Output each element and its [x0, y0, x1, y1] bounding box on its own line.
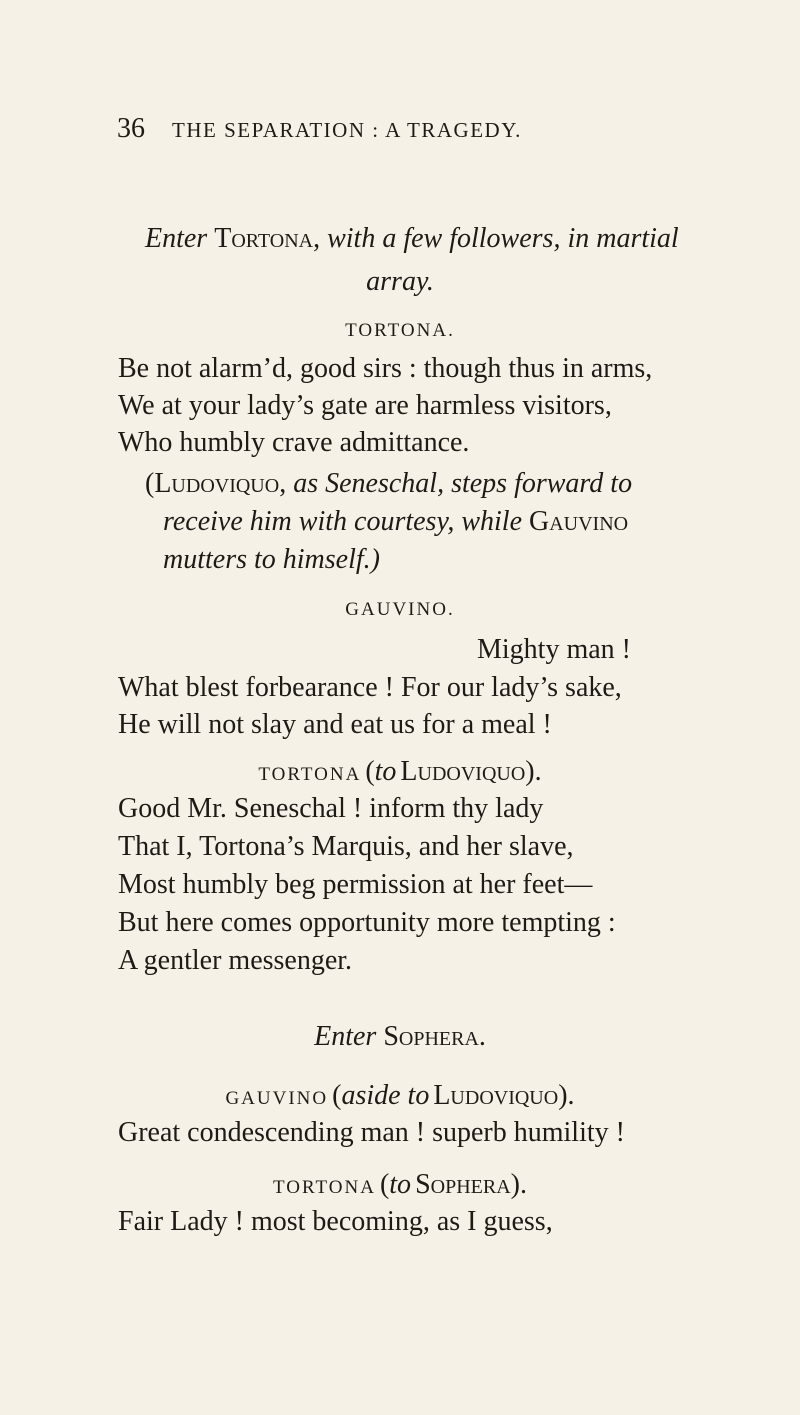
- verse-line: That I, Tortona’s Marquis, and her slave,: [118, 831, 574, 862]
- character-name: Sophera.: [383, 1021, 486, 1052]
- verse-line: Good Mr. Seneschal ! inform thy lady: [118, 793, 544, 824]
- stage-direction-line: [145, 468, 632, 500]
- character-name: Tortona,: [214, 223, 321, 254]
- direction-word: to: [374, 756, 397, 787]
- paren: (: [145, 468, 155, 499]
- character-name: Gauvino: [529, 506, 629, 537]
- paren: ).: [510, 1169, 527, 1200]
- enter-word: Enter: [145, 223, 208, 254]
- stage-direction-line: mutters to himself.): [163, 544, 380, 575]
- speaker-heading: [0, 756, 800, 788]
- verse-line: Fair Lady ! most becoming, as I guess,: [118, 1206, 553, 1237]
- stage-direction-enter-tortona: [145, 223, 679, 255]
- stage-direction-text: as: [293, 468, 319, 499]
- running-title: THE SEPARATION : A TRAGEDY.: [172, 118, 522, 142]
- character-name: Ludoviquo: [433, 1080, 559, 1111]
- page-number: 36: [117, 113, 145, 144]
- verse-line: Who humbly crave admittance.: [118, 427, 470, 458]
- paren: (: [379, 1169, 390, 1200]
- paren: ).: [525, 756, 542, 787]
- verse-line: But here comes opportunity more tempting :: [118, 907, 616, 938]
- character-name: Sophera: [415, 1169, 511, 1200]
- stage-direction-line: [163, 506, 628, 538]
- direction-word: aside to: [341, 1080, 430, 1111]
- speaker-name: TORTONA: [273, 1177, 376, 1198]
- verse-line: A gentler messenger.: [118, 945, 353, 976]
- stage-direction-text: Seneschal,: [325, 468, 445, 499]
- verse-line: We at your lady’s gate are harmless visitors,: [118, 390, 612, 421]
- stage-direction-line: array.: [366, 266, 434, 297]
- speaker-heading: [0, 1080, 800, 1112]
- stage-direction-text: while: [461, 506, 522, 537]
- speaker-name: GAUVINO: [225, 1088, 329, 1109]
- character-name: Ludoviquo,: [154, 468, 287, 499]
- direction-word: to: [389, 1169, 412, 1200]
- verse-line: Be not alarm’d, good sirs : though thus in arms,: [118, 353, 653, 384]
- paren: ).: [558, 1080, 575, 1111]
- character-name: Ludoviquo: [400, 756, 526, 787]
- speaker-heading: TORTONA.: [345, 320, 455, 341]
- paren: (: [365, 756, 375, 787]
- enter-word: Enter: [314, 1021, 377, 1052]
- verse-line: Most humbly beg permission at her feet—: [118, 869, 593, 900]
- speaker-name: TORTONA: [258, 764, 362, 785]
- paren: (: [332, 1080, 342, 1111]
- stage-direction-text: steps forward to: [451, 468, 633, 499]
- stage-direction-text: receive him with courtesy,: [163, 506, 455, 537]
- verse-line: He will not slay and eat us for a meal !: [118, 709, 552, 740]
- stage-direction-text: with a few followers, in martial: [327, 223, 679, 254]
- speaker-heading: GAUVINO.: [345, 599, 455, 620]
- verse-line: What blest forbearance ! For our lady’s sake,: [118, 672, 622, 703]
- speaker-heading: [0, 1169, 800, 1201]
- stage-direction-enter-sophera: [0, 1021, 800, 1053]
- verse-line: Great condescending man ! superb humility !: [118, 1117, 625, 1148]
- verse-line: Mighty man !: [477, 634, 631, 665]
